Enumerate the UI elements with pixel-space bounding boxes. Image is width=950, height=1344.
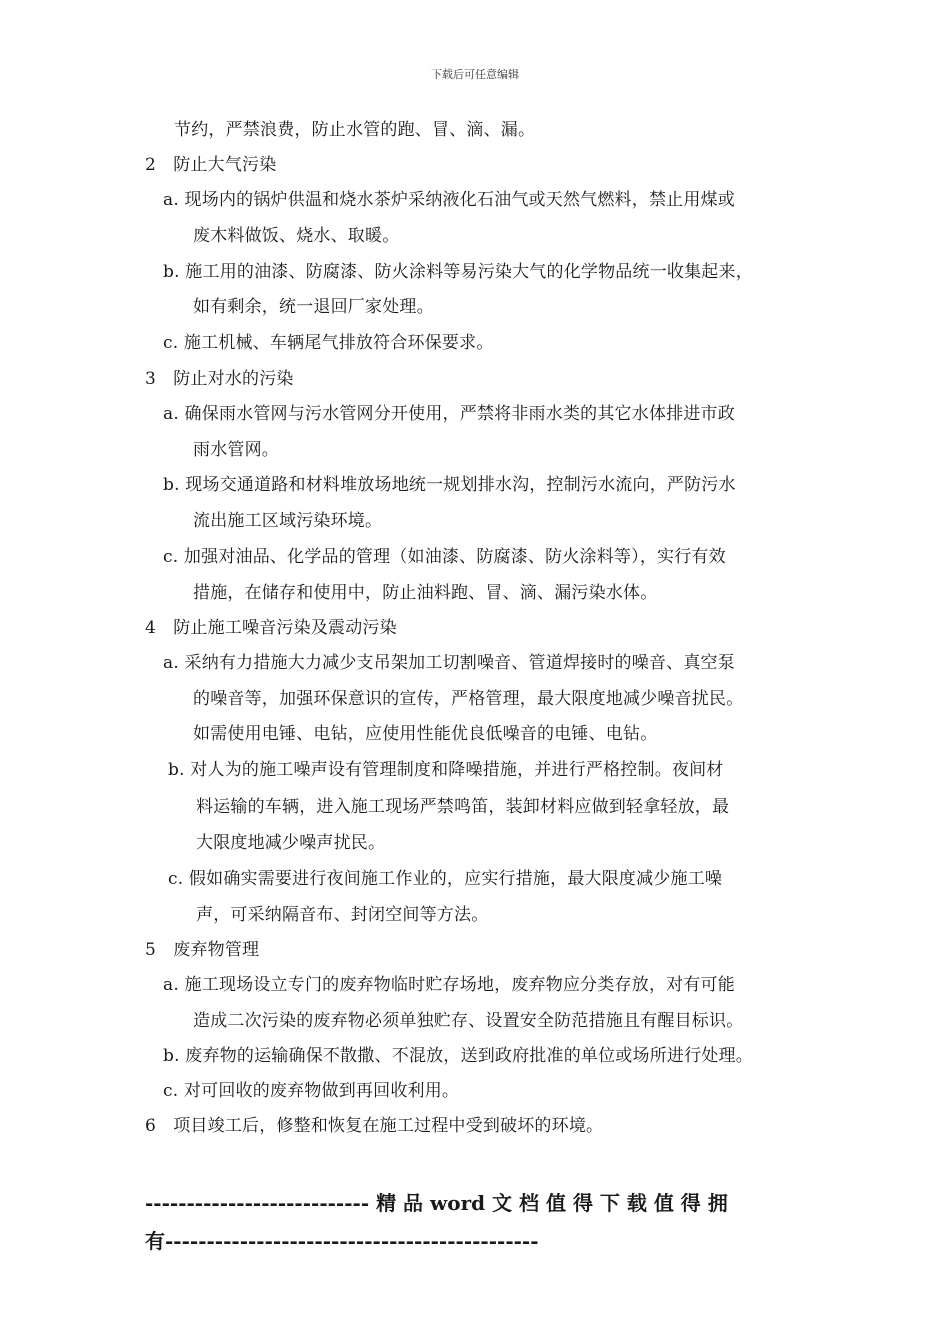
section-heading: 6 项目竣工后，修整和恢复在施工过程中受到破坏的环境。 — [145, 1116, 604, 1136]
list-item: c. 假如确实需要进行夜间施工作业的，应实行措施，最大限度减少施工噪 — [168, 869, 723, 889]
list-item-continuation: 流出施工区域污染环境。 — [193, 511, 383, 531]
list-item-continuation: 雨水管网。 — [193, 440, 279, 460]
page-header: 下载后可任意编辑 — [431, 68, 519, 81]
list-item-continuation: 料运输的车辆，进入施工现场严禁鸣笛，装卸材料应做到轻拿轻放，最 — [196, 797, 730, 817]
list-item-continuation: 大限度地减少噪声扰民。 — [196, 833, 386, 853]
section-heading: 3 防止对水的污染 — [145, 369, 294, 389]
footer-banner-line1: --------------------------- 精 品 word 文 档 值 得 下 载 值 得 拥 — [145, 1191, 728, 1215]
section-heading: 5 废弃物管理 — [145, 940, 260, 960]
list-item: b. 废弃物的运输确保不散撒、不混放，送到政府批准的单位或场所进行处理。 — [163, 1046, 753, 1066]
list-item: c. 施工机械、车辆尾气排放符合环保要求。 — [163, 333, 494, 353]
list-item-continuation: 措施，在储存和使用中，防止油料跑、冒、滴、漏污染水体。 — [193, 583, 658, 603]
list-item-continuation: 如需使用电锤、电钻，应使用性能优良低噪音的电锤、电钻。 — [193, 724, 658, 744]
list-item: c. 加强对油品、化学品的管理（如油漆、防腐漆、防火涂料等），实行有效 — [163, 547, 726, 567]
list-item-continuation: 如有剩余，统一退回厂家处理。 — [193, 297, 434, 317]
list-item: a. 采纳有力措施大力减少支吊架加工切割噪音、管道焊接时的噪音、真空泵 — [163, 653, 735, 673]
list-item: b. 现场交通道路和材料堆放场地统一规划排水沟，控制污水流向，严防污水 — [163, 475, 736, 495]
section-heading: 2 防止大气污染 — [145, 155, 277, 175]
list-item-continuation: 造成二次污染的废弃物必须单独贮存、设置安全防范措施且有醒目标识。 — [193, 1011, 744, 1031]
section-heading: 4 防止施工噪音污染及震动污染 — [145, 618, 397, 638]
list-item-continuation: 的噪音等，加强环保意识的宣传，严格管理，最大限度地减少噪音扰民。 — [193, 689, 744, 709]
list-item: a. 现场内的锅炉供温和烧水茶炉采纳液化石油气或天然气燃料，禁止用煤或 — [163, 190, 735, 210]
list-item-continuation: 声，可采纳隔音布、封闭空间等方法。 — [196, 905, 489, 925]
list-item: a. 施工现场设立专门的废弃物临时贮存场地，废弃物应分类存放，对有可能 — [163, 975, 735, 995]
footer-banner-line2: 有--------------------------------------------- — [145, 1229, 539, 1253]
list-item: b. 对人为的施工噪声设有管理制度和降噪措施，并进行严格控制。夜间材 — [168, 760, 724, 780]
list-item-continuation: 废木料做饭、烧水、取暖。 — [193, 226, 400, 246]
list-item: a. 确保雨水管网与污水管网分开使用，严禁将非雨水类的其它水体排进市政 — [163, 404, 735, 424]
paragraph-line: 节约，严禁浪费，防止水管的跑、冒、滴、漏。 — [174, 120, 536, 140]
list-item: b. 施工用的油漆、防腐漆、防火涂料等易污染大气的化学物品统一收集起来， — [163, 262, 753, 282]
list-item: c. 对可回收的废弃物做到再回收利用。 — [163, 1081, 460, 1101]
